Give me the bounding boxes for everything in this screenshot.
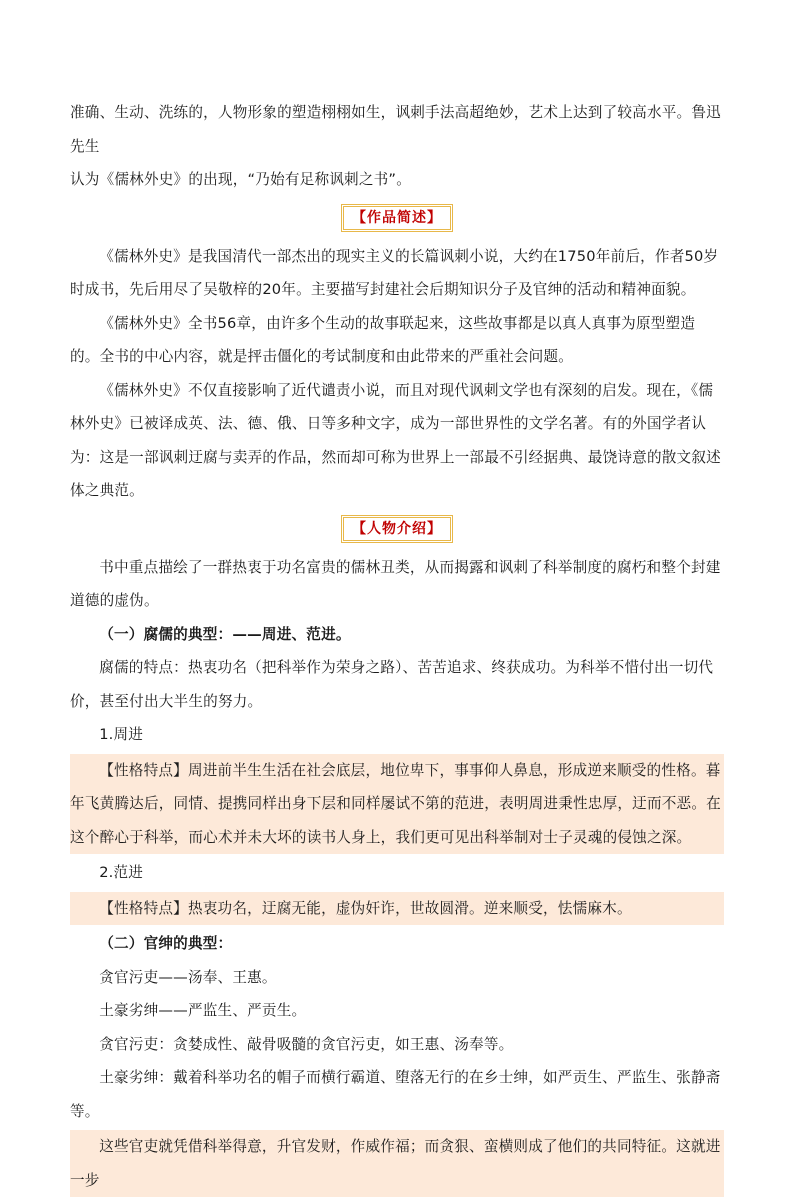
document-body	[70, 96, 724, 1199]
work-summary-paragraph-3: 《儒林外史》不仅直接影响了近代谴责小说，而且对现代讽刺文学也有深刻的启发。现在，《儒林外史》已被译成英、法、德、俄、日等多种文字，成为一部世界性的文学名著。有的外国学者认为：这是一部讽刺迂腐与卖弄的作品，然而却可称为世界上一部最不引经据典、最饶诗意的散文叙述体之典范。	[70, 381, 721, 499]
officials-desc-line-1: 贪官污吏：贪婪成性、敲骨吸髓的贪官污吏，如王惠、汤奉等。	[99, 1035, 514, 1053]
officials-summary-paragraph: 这些官吏就凭借科举得意，升官发财，作威作福；而贪狠、蛮横则成了他们的共同特征。这就进一步	[70, 1130, 724, 1197]
section-heading-work-summary: 【作品简述】	[341, 204, 453, 232]
section-heading-row	[70, 511, 724, 547]
section-heading-characters: 【人物介绍】	[341, 515, 453, 543]
character-traits-fanjin: 【性格特点】热衷功名，迂腐无能，虚伪奸诈，世故圆滑。逆来顺受，怯懦麻木。	[70, 892, 724, 926]
character-traits-zhoujin: 【性格特点】周进前半生生活在社会底层，地位卑下，事事仰人鼻息，形成逆来顺受的性格。暮年飞黄腾达后，同情、提携同样出身下层和同样屡试不第的范进，表明周进秉性忠厚，迂而不恶。在这个醉心于科举，而心术并未大坏的读书人身上，我们更可见出科举制对士子灵魂的侵蚀之深。	[70, 754, 724, 855]
characters-intro-paragraph: 书中重点描绘了一群热衷于功名富贵的儒林丑类，从而揭露和讽刺了科举制度的腐朽和整个封建道德的虚伪。	[70, 558, 721, 609]
pedant-traits-paragraph: 腐儒的特点：热衷功名（把科举作为荣身之路）、苦苦追求、终获成功。为科举不惜付出一切代价，甚至付出大半生的努力。	[70, 659, 714, 710]
subsection-heading-officials: （二）官绅的典型：	[99, 935, 233, 952]
section-heading-row	[70, 200, 724, 236]
character-title-fanjin: 2.范进	[99, 864, 144, 881]
subsection-heading-pedants: （一）腐儒的典型：——周进、范进。	[99, 625, 351, 643]
officials-list-line-1: 贪官污吏——汤奉、王惠。	[99, 968, 277, 986]
work-summary-paragraph-1: 《儒林外史》是我国清代一部杰出的现实主义的长篇讽刺小说，大约在1750年前后，作者50岁时成书，先后用尽了吴敬梓的20年。主要描写封建社会后期知识分子及官绅的活动和精神面貌。	[70, 247, 719, 298]
officials-desc-line-2: 土豪劣绅：戴着科举功名的帽子而横行霸道、堕落无行的在乡士绅，如严贡生、严监生、张静斋等。	[70, 1069, 721, 1120]
intro-paragraph-line1: 准确、生动、洗练的，人物形象的塑造栩栩如生，讽刺手法高超绝妙，艺术上达到了较高水平。鲁迅先生	[70, 104, 721, 155]
officials-list-line-2: 土豪劣绅——严监生、严贡生。	[99, 1002, 307, 1019]
work-summary-paragraph-2: 《儒林外史》全书56章，由许多个生动的故事联起来，这些故事都是以真人真事为原型塑造的。全书的中心内容，就是抨击僵化的考试制度和由此带来的严重社会问题。	[70, 314, 696, 365]
intro-paragraph-line2: 认为《儒林外史》的出现，“乃始有足称讽刺之书”。	[70, 171, 411, 188]
character-title-zhoujin: 1.周进	[99, 726, 144, 743]
